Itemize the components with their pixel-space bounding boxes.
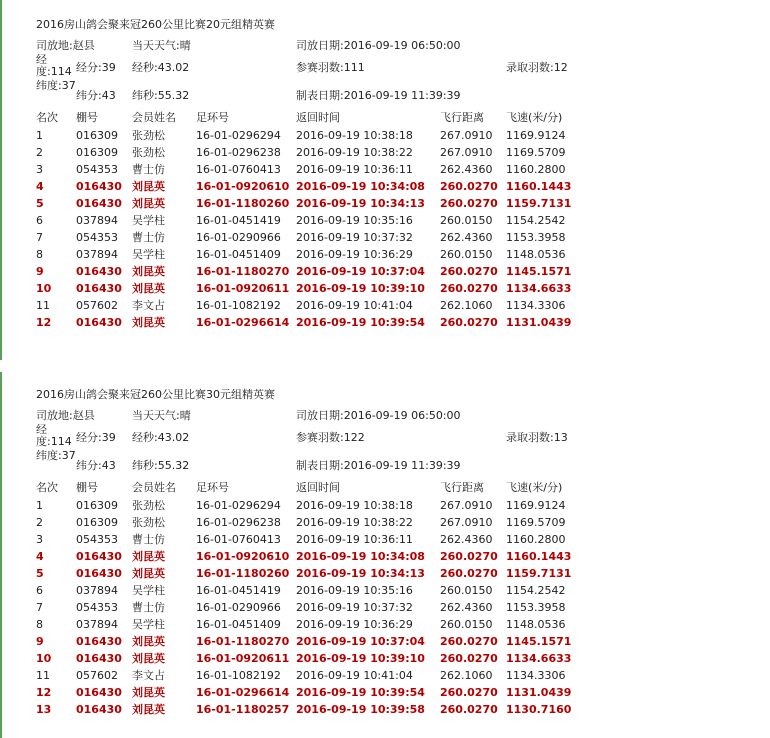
release-date: 司放日期:2016-09-19 06:50:00 [296,409,461,422]
cell-ring-number: 16-01-1180260 [196,567,290,580]
cell-rank: 9 [36,265,44,278]
release-place: 司放地:赵县 [36,409,95,422]
cell-return-time: 2016-09-19 10:34:13 [296,197,425,210]
winner-count: 录取羽数:12 [506,61,568,74]
table-row [36,247,736,264]
cell-speed: 1154.2542 [506,584,566,597]
cell-member-name: 李文占 [132,299,165,312]
entry-count: 参赛羽数:111 [296,61,365,74]
table-row [36,651,736,668]
cell-ring-number: 16-01-0451419 [196,584,281,597]
header-return-time: 返回时间 [296,481,340,494]
cell-rank: 7 [36,601,43,614]
header-flight-distance: 飞行距离 [440,111,484,124]
section-title: 2016房山鸽会聚来冠260公里比赛20元组精英赛 [36,18,275,31]
cell-speed: 1154.2542 [506,214,566,227]
header-speed: 飞速(米/分) [506,481,563,494]
cell-member-name: 曹士仿 [132,231,165,244]
cell-loft-id: 016430 [76,703,122,716]
cell-flight-distance: 267.0910 [440,146,493,159]
cell-flight-distance: 262.4360 [440,231,493,244]
cell-member-name: 吴学柱 [132,248,165,261]
table-row [36,128,736,145]
cell-speed: 1169.5709 [506,516,566,529]
cell-member-name: 刘昆英 [132,550,165,563]
cell-member-name: 张劲松 [132,146,165,159]
cell-flight-distance: 267.0910 [440,499,493,512]
table-row [36,315,736,332]
cell-member-name: 刘昆英 [132,567,165,580]
cell-rank: 12 [36,316,52,329]
cell-loft-id: 057602 [76,669,118,682]
cell-flight-distance: 260.0270 [440,550,498,563]
cell-member-name: 吴学柱 [132,584,165,597]
cell-speed: 1134.6633 [506,282,572,295]
cell-flight-distance: 260.0270 [440,316,498,329]
table-row [36,685,736,702]
longitude-minutes: 经分:39 [76,431,116,444]
cell-flight-distance: 262.4360 [440,163,493,176]
cell-speed: 1145.1571 [506,635,572,648]
cell-flight-distance: 260.0150 [440,248,493,261]
cell-return-time: 2016-09-19 10:35:16 [296,214,413,227]
cell-loft-id: 016309 [76,129,118,142]
cell-rank: 13 [36,703,52,716]
header-flight-distance: 飞行距离 [440,481,484,494]
cell-speed: 1160.2800 [506,533,566,546]
cell-member-name: 刘昆英 [132,282,165,295]
cell-rank: 3 [36,163,43,176]
cell-return-time: 2016-09-19 10:39:10 [296,282,425,295]
table-row [36,281,736,298]
table-date: 制表日期:2016-09-19 11:39:39 [296,89,461,102]
table-row [36,179,736,196]
cell-member-name: 刘昆英 [132,197,165,210]
cell-speed: 1160.1443 [506,550,572,563]
cell-return-time: 2016-09-19 10:37:32 [296,601,413,614]
cell-member-name: 曹士仿 [132,163,165,176]
cell-loft-id: 016430 [76,316,122,329]
cell-return-time: 2016-09-19 10:37:04 [296,635,425,648]
cell-member-name: 刘昆英 [132,652,165,665]
cell-speed: 1159.7131 [506,197,572,210]
cell-rank: 3 [36,533,43,546]
cell-member-name: 李文占 [132,669,165,682]
cell-flight-distance: 260.0270 [440,265,498,278]
cell-member-name: 刘昆英 [132,635,165,648]
cell-ring-number: 16-01-1180270 [196,635,290,648]
cell-return-time: 2016-09-19 10:38:22 [296,516,413,529]
cell-flight-distance: 262.4360 [440,533,493,546]
cell-member-name: 刘昆英 [132,265,165,278]
cell-speed: 1131.0439 [506,686,572,699]
cell-loft-id: 037894 [76,214,118,227]
cell-speed: 1153.3958 [506,231,566,244]
cell-ring-number: 16-01-1180257 [196,703,290,716]
cell-return-time: 2016-09-19 10:36:29 [296,618,413,631]
cell-flight-distance: 260.0150 [440,618,493,631]
cell-return-time: 2016-09-19 10:39:54 [296,686,425,699]
cell-speed: 1169.9124 [506,129,566,142]
latitude-minutes: 纬分:43 [76,459,116,472]
cell-ring-number: 16-01-0296294 [196,129,281,142]
table-row [36,702,736,719]
cell-member-name: 张劲松 [132,499,165,512]
cell-return-time: 2016-09-19 10:37:04 [296,265,425,278]
cell-ring-number: 16-01-0296238 [196,516,281,529]
cell-flight-distance: 262.1060 [440,299,493,312]
cell-flight-distance: 260.0270 [440,635,498,648]
cell-loft-id: 016430 [76,550,122,563]
cell-speed: 1145.1571 [506,265,572,278]
cell-return-time: 2016-09-19 10:36:11 [296,163,413,176]
cell-rank: 6 [36,584,43,597]
cell-rank: 8 [36,248,43,261]
results-section-20 [36,16,736,346]
cell-return-time: 2016-09-19 10:41:04 [296,299,413,312]
cell-flight-distance: 260.0150 [440,584,493,597]
frame-left-border-lower [0,372,2,738]
cell-flight-distance: 262.4360 [440,601,493,614]
cell-speed: 1134.3306 [506,299,566,312]
cell-loft-id: 016430 [76,282,122,295]
cell-return-time: 2016-09-19 10:34:08 [296,180,425,193]
cell-loft-id: 054353 [76,601,118,614]
release-date: 司放日期:2016-09-19 06:50:00 [296,39,461,52]
latitude: 纬度:37 [36,79,76,92]
table-header [36,480,736,496]
section-title: 2016房山鸽会聚来冠260公里比赛30元组精英赛 [36,388,275,401]
table-row [36,213,736,230]
frame-left-border [0,0,2,360]
header-return-time: 返回时间 [296,111,340,124]
header-loft-id: 棚号 [76,111,98,124]
cell-loft-id: 016430 [76,265,122,278]
table-row [36,230,736,247]
cell-ring-number: 16-01-1180260 [196,197,290,210]
cell-flight-distance: 260.0270 [440,652,498,665]
cell-loft-id: 016430 [76,567,122,580]
cell-ring-number: 16-01-0451409 [196,248,281,261]
cell-ring-number: 16-01-0290966 [196,601,281,614]
cell-speed: 1169.9124 [506,499,566,512]
cell-loft-id: 016309 [76,146,118,159]
header-member-name: 会员姓名 [132,481,176,494]
cell-rank: 2 [36,516,43,529]
cell-speed: 1130.7160 [506,703,572,716]
cell-rank: 2 [36,146,43,159]
header-rank: 名次 [36,481,58,494]
weather: 当天天气:晴 [132,39,191,52]
cell-member-name: 吴学柱 [132,618,165,631]
cell-loft-id: 016430 [76,180,122,193]
cell-return-time: 2016-09-19 10:35:16 [296,584,413,597]
table-row [36,566,736,583]
cell-flight-distance: 260.0270 [440,703,498,716]
cell-rank: 1 [36,499,43,512]
cell-member-name: 曹士仿 [132,601,165,614]
cell-loft-id: 057602 [76,299,118,312]
cell-rank: 9 [36,635,44,648]
cell-loft-id: 016430 [76,652,122,665]
table-row [36,549,736,566]
results-section-30 [36,386,736,726]
cell-ring-number: 16-01-1180270 [196,265,290,278]
header-member-name: 会员姓名 [132,111,176,124]
longitude-minutes: 经分:39 [76,61,116,74]
table-row [36,145,736,162]
cell-rank: 11 [36,669,50,682]
cell-flight-distance: 260.0270 [440,686,498,699]
longitude: 经度:114 [36,53,72,78]
weather: 当天天气:晴 [132,409,191,422]
table-row [36,298,736,315]
cell-return-time: 2016-09-19 10:38:18 [296,499,413,512]
cell-return-time: 2016-09-19 10:38:18 [296,129,413,142]
cell-flight-distance: 260.0270 [440,180,498,193]
cell-loft-id: 016430 [76,635,122,648]
cell-rank: 5 [36,567,44,580]
cell-member-name: 刘昆英 [132,703,165,716]
cell-speed: 1134.3306 [506,669,566,682]
latitude-seconds: 纬秒:55.32 [132,89,190,102]
cell-ring-number: 16-01-0760413 [196,533,281,546]
cell-rank: 11 [36,299,50,312]
winner-count: 录取羽数:13 [506,431,568,444]
latitude: 纬度:37 [36,449,76,462]
cell-return-time: 2016-09-19 10:41:04 [296,669,413,682]
cell-flight-distance: 267.0910 [440,129,493,142]
longitude-seconds: 经秒:43.02 [132,61,190,74]
cell-ring-number: 16-01-0451409 [196,618,281,631]
cell-ring-number: 16-01-0296614 [196,686,290,699]
cell-rank: 4 [36,550,44,563]
cell-speed: 1153.3958 [506,601,566,614]
cell-member-name: 刘昆英 [132,180,165,193]
cell-rank: 7 [36,231,43,244]
cell-rank: 10 [36,652,52,665]
cell-loft-id: 054353 [76,533,118,546]
cell-member-name: 刘昆英 [132,316,165,329]
cell-ring-number: 16-01-1082192 [196,669,281,682]
cell-ring-number: 16-01-0920610 [196,180,290,193]
cell-flight-distance: 260.0270 [440,197,498,210]
cell-rank: 8 [36,618,43,631]
cell-flight-distance: 267.0910 [440,516,493,529]
cell-loft-id: 054353 [76,231,118,244]
cell-loft-id: 016430 [76,197,122,210]
cell-member-name: 曹士仿 [132,533,165,546]
header-loft-id: 棚号 [76,481,98,494]
latitude-minutes: 纬分:43 [76,89,116,102]
cell-rank: 4 [36,180,44,193]
cell-ring-number: 16-01-0290966 [196,231,281,244]
cell-rank: 6 [36,214,43,227]
cell-flight-distance: 260.0270 [440,567,498,580]
table-row [36,498,736,515]
header-speed: 飞速(米/分) [506,111,563,124]
header-ring-number: 足环号 [196,481,229,494]
cell-speed: 1160.1443 [506,180,572,193]
cell-speed: 1159.7131 [506,567,572,580]
entry-count: 参赛羽数:122 [296,431,365,444]
cell-speed: 1134.6633 [506,652,572,665]
cell-ring-number: 16-01-0296294 [196,499,281,512]
cell-speed: 1148.0536 [506,248,566,261]
table-row [36,600,736,617]
cell-return-time: 2016-09-19 10:39:58 [296,703,425,716]
cell-loft-id: 016309 [76,516,118,529]
cell-return-time: 2016-09-19 10:34:08 [296,550,425,563]
table-row [36,617,736,634]
cell-ring-number: 16-01-1082192 [196,299,281,312]
cell-loft-id: 054353 [76,163,118,176]
cell-loft-id: 016309 [76,499,118,512]
cell-loft-id: 037894 [76,618,118,631]
table-row [36,668,736,685]
cell-ring-number: 16-01-0296614 [196,316,290,329]
header-ring-number: 足环号 [196,111,229,124]
table-row [36,196,736,213]
cell-speed: 1169.5709 [506,146,566,159]
cell-rank: 1 [36,129,43,142]
cell-ring-number: 16-01-0296238 [196,146,281,159]
cell-ring-number: 16-01-0920610 [196,550,290,563]
cell-member-name: 张劲松 [132,129,165,142]
cell-flight-distance: 260.0150 [440,214,493,227]
cell-return-time: 2016-09-19 10:36:29 [296,248,413,261]
cell-loft-id: 037894 [76,584,118,597]
cell-ring-number: 16-01-0920611 [196,282,290,295]
longitude: 经度:114 [36,423,72,448]
table-row [36,162,736,179]
cell-speed: 1131.0439 [506,316,572,329]
release-place: 司放地:赵县 [36,39,95,52]
cell-loft-id: 016430 [76,686,122,699]
cell-speed: 1148.0536 [506,618,566,631]
table-row [36,583,736,600]
table-row [36,515,736,532]
cell-return-time: 2016-09-19 10:36:11 [296,533,413,546]
cell-rank: 10 [36,282,52,295]
table-date: 制表日期:2016-09-19 11:39:39 [296,459,461,472]
cell-flight-distance: 262.1060 [440,669,493,682]
longitude-seconds: 经秒:43.02 [132,431,190,444]
cell-return-time: 2016-09-19 10:37:32 [296,231,413,244]
header-rank: 名次 [36,111,58,124]
table-row [36,264,736,281]
cell-speed: 1160.2800 [506,163,566,176]
cell-member-name: 刘昆英 [132,686,165,699]
cell-return-time: 2016-09-19 10:39:10 [296,652,425,665]
cell-ring-number: 16-01-0920611 [196,652,290,665]
table-header [36,110,736,126]
cell-rank: 12 [36,686,52,699]
cell-ring-number: 16-01-0760413 [196,163,281,176]
cell-rank: 5 [36,197,44,210]
cell-ring-number: 16-01-0451419 [196,214,281,227]
latitude-seconds: 纬秒:55.32 [132,459,190,472]
cell-loft-id: 037894 [76,248,118,261]
table-row [36,532,736,549]
cell-member-name: 张劲松 [132,516,165,529]
cell-flight-distance: 260.0270 [440,282,498,295]
cell-member-name: 吴学柱 [132,214,165,227]
cell-return-time: 2016-09-19 10:34:13 [296,567,425,580]
table-row [36,634,736,651]
cell-return-time: 2016-09-19 10:39:54 [296,316,425,329]
cell-return-time: 2016-09-19 10:38:22 [296,146,413,159]
